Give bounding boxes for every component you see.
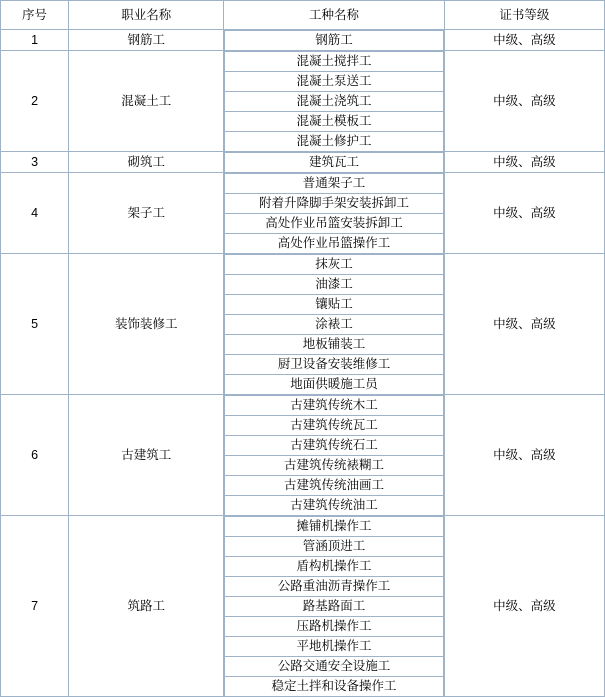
job-item: 管涵顶进工: [225, 537, 443, 557]
job-item: 高处作业吊篮操作工: [225, 234, 443, 254]
cell-occupation: 钢筋工: [69, 30, 224, 51]
cell-job-list: [224, 30, 444, 51]
cell-序号: 6: [1, 395, 69, 516]
job-item: 抹灰工: [225, 255, 443, 275]
cell-certificate-level: 中级、高级: [444, 173, 604, 254]
cell-occupation: 架子工: [69, 173, 224, 254]
cell-job-list: [224, 152, 444, 173]
cell-occupation: 混凝土工: [69, 51, 224, 152]
cell-序号: 5: [1, 254, 69, 395]
cell-序号: 2: [1, 51, 69, 152]
cell-certificate-level: 中级、高级: [444, 254, 604, 395]
job-item: 涂裱工: [225, 315, 443, 335]
job-item: 厨卫设备安装维修工: [225, 355, 443, 375]
cell-certificate-level: 中级、高级: [444, 51, 604, 152]
table-header-row: [1, 1, 605, 30]
cell-job-list: [224, 516, 444, 697]
job-item: 压路机操作工: [225, 617, 443, 637]
job-item: 路基路面工: [225, 597, 443, 617]
cell-occupation: 装饰装修工: [69, 254, 224, 395]
column-header-level: 证书等级: [444, 1, 604, 30]
job-item: 摊铺机操作工: [225, 517, 443, 537]
table-row: [1, 395, 605, 516]
job-item: 建筑瓦工: [225, 153, 443, 173]
job-item: 混凝土修护工: [225, 132, 443, 152]
table-row: [1, 30, 605, 51]
cell-occupation: 筑路工: [69, 516, 224, 697]
job-item: 普通架子工: [225, 174, 443, 194]
job-item: 古建筑传统木工: [225, 396, 443, 416]
job-item: 混凝土泵送工: [225, 72, 443, 92]
cell-序号: 4: [1, 173, 69, 254]
cell-序号: 7: [1, 516, 69, 697]
table-body: [1, 30, 605, 697]
job-item: 地板铺装工: [225, 335, 443, 355]
job-item: 混凝土搅拌工: [225, 52, 443, 72]
job-item: 附着升降脚手架安装拆卸工: [225, 194, 443, 214]
cell-job-list: [224, 173, 444, 254]
job-item: 古建筑传统油画工: [225, 476, 443, 496]
job-item: 古建筑传统瓦工: [225, 416, 443, 436]
table-row: [1, 516, 605, 697]
cell-序号: 1: [1, 30, 69, 51]
table-row: [1, 173, 605, 254]
job-item: 混凝土模板工: [225, 112, 443, 132]
job-item: 稳定土拌和设备操作工: [225, 677, 443, 697]
job-item: 油漆工: [225, 275, 443, 295]
cell-certificate-level: 中级、高级: [444, 516, 604, 697]
cell-job-list: [224, 51, 444, 152]
job-item: 平地机操作工: [225, 637, 443, 657]
cell-occupation: 古建筑工: [69, 395, 224, 516]
job-item: 高处作业吊篮安装拆卸工: [225, 214, 443, 234]
cell-job-list: [224, 254, 444, 395]
job-item: 钢筋工: [225, 31, 443, 51]
job-item: 混凝土浇筑工: [225, 92, 443, 112]
cell-certificate-level: 中级、高级: [444, 152, 604, 173]
job-item: 古建筑传统石工: [225, 436, 443, 456]
column-header-job: 工种名称: [224, 1, 444, 30]
job-item: 古建筑传统裱糊工: [225, 456, 443, 476]
cell-job-list: [224, 395, 444, 516]
column-header-occupation: 职业名称: [69, 1, 224, 30]
table-row: [1, 152, 605, 173]
cell-occupation: 砌筑工: [69, 152, 224, 173]
job-item: 镶贴工: [225, 295, 443, 315]
table-row: [1, 254, 605, 395]
cell-certificate-level: 中级、高级: [444, 30, 604, 51]
job-item: 盾构机操作工: [225, 557, 443, 577]
column-header-no: 序号: [1, 1, 69, 30]
job-item: 公路交通安全设施工: [225, 657, 443, 677]
cell-certificate-level: 中级、高级: [444, 395, 604, 516]
job-item: 公路重油沥青操作工: [225, 577, 443, 597]
table-row: [1, 51, 605, 152]
job-item: 地面供暖施工员: [225, 375, 443, 395]
job-item: 古建筑传统油工: [225, 496, 443, 516]
cell-序号: 3: [1, 152, 69, 173]
